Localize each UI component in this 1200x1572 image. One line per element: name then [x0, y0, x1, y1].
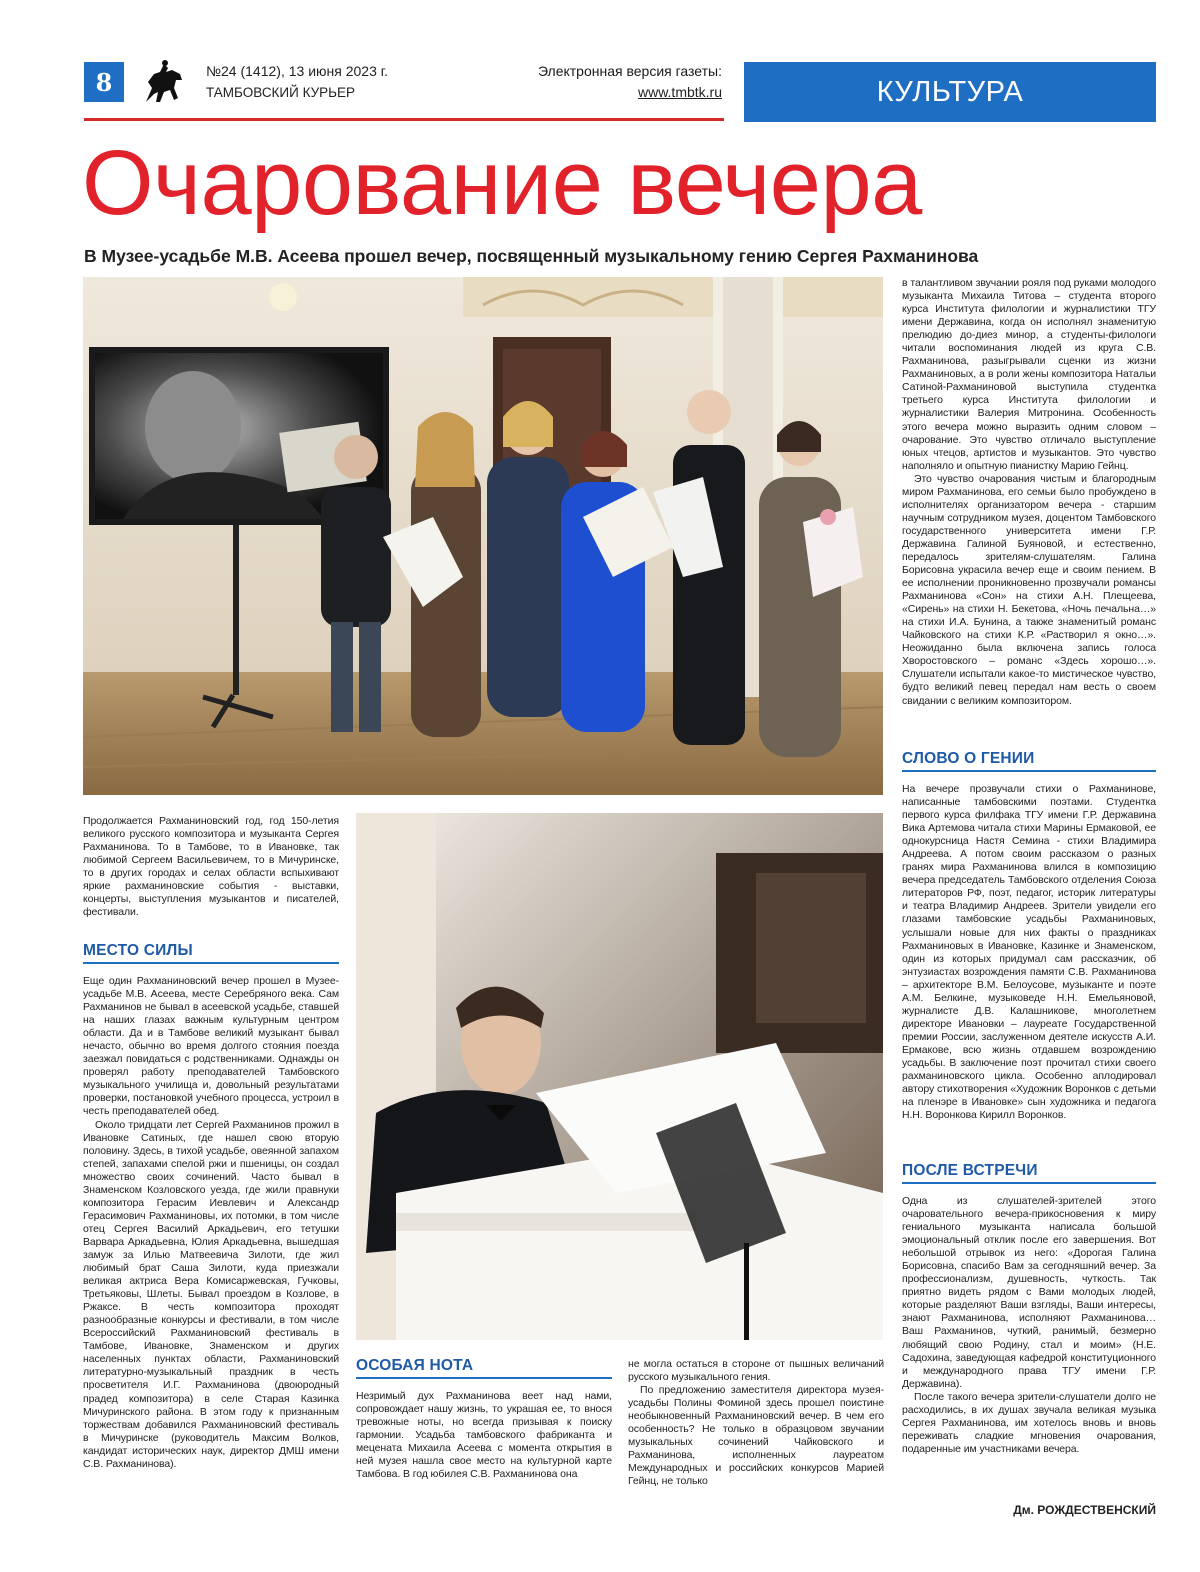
paragraph: Еще один Рахманиновский вечер прошел в Музее-усадьбе М.В. Асеева, месте Серебряного века. Сам Рахманинов не бывал в асеевской усадьбе, ставшей на наших глазах важным культурным центром области. Да и в Тамбове великий музыкант бывал нечасто, обычно во время долгого стояния поезда заезжал повидаться с родственниками. Однажды он проверял работу преподавателей Тамбовского музыкального училища и, довольный результатами проверки, постановкой учебного процесса, устроил в честь преподавателей обед.	[83, 975, 339, 1118]
lead-text: Продолжается Рахманиновский год, год 150-летия великого русского композитора и музыканта Сергея Рахманинова. То в Тамбове, то в Ивановке, так любимой Сергеем Васильевичем, то в Мичуринске, то в других городах и селах области вспыхивают яркие рахманиновские события - выставки, концерты, выступления музыкантов и писателей, фестивали.	[83, 815, 339, 919]
paper-name: ТАМБОВСКИЙ КУРЬЕР	[206, 85, 356, 100]
right-column-intro	[902, 277, 1156, 708]
paragraph: После такого вечера зрители-слушатели долго не расходились, в их душах звучала великая музыка Сергея Рахманинова, им хотелось вновь и вновь переживать сладкие мгновения очарования, подаренные им участниками вечера.	[902, 1390, 1156, 1455]
paragraph: Это чувство очарования чистым и благородным миром Рахманинова, его семьи было пробуждено в исполнителях организатором вечера - старшим научным сотрудником музея, доцентом Тамбовского государственного университета имени Г.Р. Державина Галиной Буяновой, и естественно, передалось зрителям-слушателям. Галина Борисовна украсила вечер еще и своим пением. В ее исполнении проникновенно прозвучали романсы Рахманинова «Сон» на стихи А.Н. Плещеева, «Сирень» на стихи Н. Бекетова, «Ночь печальна…» на стихи И.А. Бунина, а также знаменитый романс Чайковского на стихи К.Р. «Растворил я окно…». Неожиданно была включена запись голоса Хворостовского – романс «Здесь хорошо…». Слушатели испытали какое-то мистическое чувство, будто великий певец передал нам весть о своем свидании с великим композитором.	[902, 472, 1156, 707]
article-title: Очарование вечера	[82, 132, 922, 234]
site-link[interactable]: www.tmbtk.ru	[637, 84, 722, 100]
section-heading-osobaya-nota: ОСОБАЯ НОТА	[356, 1357, 612, 1379]
section-heading-mesto-sily: МЕСТО СИЛЫ	[83, 942, 339, 964]
group-photo	[83, 277, 883, 795]
paragraph: По предложению заместителя директора музея-усадьбы Полины Фоминой здесь прошел поистине необыкновенный Рахманиновский вечер. В чем его особенность? Не только в образцовом звучании музыкальных сочинений Чайковского и Рахманинова, исполненных лауреатом Международных и российских конкурсов Марией Гейнц, не только	[628, 1384, 884, 1488]
article-subtitle: В Музее-усадьбе М.В. Асеева прошел вечер, посвященный музыкальному гению Сергея Рахманинова	[84, 246, 979, 266]
issue-info	[206, 61, 388, 103]
rubric-banner: КУЛЬТУРА	[744, 62, 1156, 122]
section-osobaya-nota-body	[356, 1390, 612, 1481]
section-osobaya-nota-continued	[628, 1358, 884, 1488]
paragraph: Незримый дух Рахманинова веет над нами, сопровождает нашу жизнь, то украшая ее, то внося тревожные ноты, но всегда призывая к поиску гармонии. Усадьба тамбовского фабриканта и мецената Михаила Асеева с момента открытия в ней музея нашла свое место на культурной карте Тамбова. В год юбилея С.В. Рахманинова она	[356, 1390, 612, 1481]
paragraph: в талантливом звучании рояля под руками молодого музыканта Михаила Титова – студента второго курса Института филологии и журналистики ТГУ имени Державина, когда он исполнял знаменитую прелюдию до-диез минор, а студенты-филологи читали воспоминания людей из круга С.В. Рахманинова, разыгрывали сценки из жизни Рахманиновых, а в роли жены композитора Натальи Сатиной-Рахманиновой выступила студентка третьего курса Института филологии и журналистики Валерия Митронина. Особенность этого вечера можно выразить одним словом – очарование. Это чувство отличало выступление юных чтецов, артистов и музыкантов. Это чувство наполняло и опытную пианистку Марию Гейнц.	[902, 277, 1156, 472]
lead-paragraph	[83, 815, 339, 919]
electronic-version-label: Электронная версия газеты:	[537, 63, 722, 79]
page-number: 8	[84, 62, 124, 102]
electronic-version	[500, 61, 722, 103]
paragraph: На вечере прозвучали стихи о Рахманинове, написанные тамбовскими поэтами. Студентка первого курса филфака ТГУ имени Г.Р. Державина Вика Артемова читала стихи Марины Ермаковой, ее однокурсница Настя Семина - стихи Владимира Андреева. А потом своим рассказом о разных гранях мира Рахманинова влился в композицию вечера председатель Тамбовского отделения Союза литераторов РФ, поэт, педагог, историк литературы и театра Владимир Андреев. Зрители увидели его глазами тамбовские усадьбы Рахманиновых, услышали новые для них факты о праздниках Рахманиновых в Ивановке, Казинке и Знаменском, один из которых придумал сам рассказчик, об энтузиастах возрождения памяти С.В. Рахманинова – архитекторе В.М. Белоусове, музыканте и поэте А.М. Белкине, музыковеде Н.Н. Емельяновой, журналисте Д.В. Калашникове, многолетнем директоре Ивановки – лауреате Государственной премии России, заслуженном деятеле искусств А.И. Ермакове, всю жизнь отдавшем возрождению усадьбы. В заключение поэт прочитал стихи своего рахманиновского цикла. Особенно аплодировал автору стихотворения «Художник Воронков с детьми на пленэре в Ивановке» сын художника и педагога Н.Н. Воронкова Кирилл Воронков.	[902, 783, 1156, 1122]
horse-rider-logo-icon	[138, 58, 188, 106]
issue-number: №24 (1412), 13 июня 2023 г.	[206, 63, 389, 79]
section-heading-slovo-o-genii: СЛОВО О ГЕНИИ	[902, 750, 1156, 772]
section-posle-vstrechi-body	[902, 1195, 1156, 1456]
section-mesto-sily-body	[83, 975, 339, 1471]
paragraph: Около тридцати лет Сергей Рахманинов прожил в Ивановке Сатиных, где нашел свою вторую половину. Здесь, в тихой усадьбе, овеянной запахом степей, запахами спелой ржи и пшеницы, он создал множество своих сочинений. Часто бывал в Знаменском Козловского уезда, где жили правнуки композитора Герасим Иевлевич и Александр Герасимович Рахманиновы, их потомки, в том числе отец Сергея Василий Аркадьевич, его тетушки Варвара Аркадьевна, Юлия Аркадьевна, вышедшая замуж за Илью Матвеевича Зилоти, где жил любимый брат Саша Зилоти, куда приезжали великая актриса Вера Комисаржевская, Гучковы, Третьяковы, Шлеты. Бывал проездом в Козлове, в Ржаксе. В честь композитора проходят разнообразные конкурсы и фестивали, в том числе Всероссийский Рахманиновский фестиваль в Тамбове, Ивановке, Знаменском и других населенных пунктах области, Рахманиновский литературно-музыкальный праздник в честь просветителя И.Г. Рахманинова (двоюродный прадед композитора) в селе Старая Казинка Мичуринского района. В этом году к признанным торжествам добавился Рахманиновский фестиваль в Мичуринске (руководитель Максим Волков, кандидат исторических наук, директор ДМШ имени С.В. Рахманинова).	[83, 1118, 339, 1470]
paragraph: не могла остаться в стороне от пышных величаний русского музыкального гения.	[628, 1358, 884, 1384]
section-heading-posle-vstrechi: ПОСЛЕ ВСТРЕЧИ	[902, 1162, 1156, 1184]
paragraph: Одна из слушателей-зрителей этого очаровательного вечера-прикосновения к миру гениального музыканта написала большой эмоциональный отклик после его завершения. Вот небольшой отрывок из него: «Дорогая Галина Борисовна, спасибо Вам за сегодняшний вечер. За профессионализм, душевность, чуткость. Так приятно видеть рядом с Вами молодых людей, которые разделяют Ваши взгляды, Ваши интересы, знают Рахманинова, исполняют Рахманинова… Ваш Рахманинов, чуткий, ранимый, безмерно любящий свою Родину, стал и моим» (Н.Е. Садохина, заведующая кафедрой конституционного и международного права ТГУ имени Г.Р. Державина).	[902, 1195, 1156, 1390]
header-divider	[84, 118, 724, 121]
author-signature: Дм. РОЖДЕСТВЕНСКИЙ	[1013, 1503, 1156, 1517]
section-slovo-o-genii-body	[902, 783, 1156, 1122]
pianist-photo	[356, 813, 883, 1340]
